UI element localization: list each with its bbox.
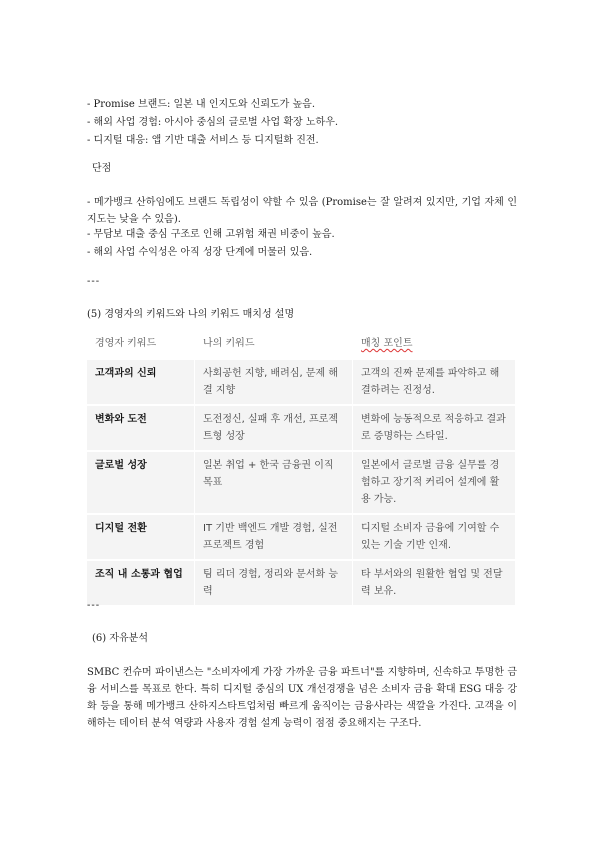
- weakness-paragraph: - 메가뱅크 산하임에도 브랜드 독립성이 약할 수 있음 (Promise는 잘 알려져 있지만, 기업 자체 인지도는 낮을 수 있음).: [87, 197, 517, 225]
- table-row: [87, 358, 515, 404]
- cell-my-keyword: 사회공헌 지향, 배려심, 문제 해결 지향: [194, 358, 352, 404]
- section-5-title: (5) 경영자의 키워드와 나의 키워드 매치성 설명: [87, 309, 295, 320]
- cell-ceo-keyword: 변화와 도전: [87, 404, 194, 450]
- table-row: [87, 513, 515, 559]
- table-row: [87, 404, 515, 450]
- cell-my-keyword: 일본 취업 + 한국 금융권 이직 목표: [194, 450, 352, 513]
- cell-match-point: 일본에서 글로벌 금융 실무를 경험하고 장기적 커리어 설계에 활용 가능.: [352, 450, 515, 513]
- weakness-heading: 단점: [92, 163, 112, 174]
- header-match-point-text: 매칭 포인트: [361, 338, 413, 349]
- table-header-row: [87, 330, 515, 358]
- table-row: [87, 450, 515, 513]
- cell-ceo-keyword: 디지털 전환: [87, 513, 194, 559]
- cell-match-point: 디지털 소비자 금융에 기여할 수 있는 기술 기반 인재.: [352, 513, 515, 559]
- table-row: [87, 559, 515, 605]
- section-6-title: (6) 자유분석: [92, 633, 148, 644]
- cell-my-keyword: IT 기반 백엔드 개발 경험, 실전 프로젝트 경험: [194, 513, 352, 559]
- cell-match-point: 타 부서와의 원활한 협업 및 전달력 보유.: [352, 559, 515, 605]
- header-match-point: [352, 330, 515, 358]
- cell-ceo-keyword: 조직 내 소통과 협업: [87, 559, 194, 605]
- separator: ---: [87, 276, 101, 287]
- cell-my-keyword: 팀 리더 경험, 정리와 문서화 능력: [194, 559, 352, 605]
- keyword-match-table: [87, 330, 515, 605]
- cell-ceo-keyword: 고객과의 신뢰: [87, 358, 194, 404]
- weakness-line: - 해외 사업 수익성은 아직 성장 단계에 머물러 있음.: [87, 247, 313, 258]
- strength-line: - 해외 사업 경험: 아시아 중심의 글로벌 사업 확장 노하우.: [87, 117, 339, 128]
- header-my-keyword: 나의 키워드: [194, 330, 352, 358]
- header-ceo-keyword: 경영자 키워드: [87, 330, 194, 358]
- section-6-body: SMBC 컨슈머 파이낸스는 "소비자에게 가장 가까운 금융 파트너"를 지향하며, 신속하고 투명한 금융 서비스를 목표로 한다. 특히 디지털 중심의 UX 개선경쟁을 넘은 소비자 금융 확대 ESG 대응 강화 등을 통해 메가뱅크 산하지스타트업처럼 빠르게 움직이는 금융사라는 색깔을 가진다. 고객을 이해하는 데이터 분석 역량과 사용자 경험 설계 능력이 점점 중요해지는 구조다.: [87, 667, 517, 729]
- strength-line: - Promise 브랜드: 일본 내 인지도와 신뢰도가 높음.: [87, 99, 315, 110]
- cell-match-point: 고객의 진짜 문제를 파악하고 해결하려는 진정성.: [352, 358, 515, 404]
- cell-my-keyword: 도전정신, 실패 후 개선, 프로젝트형 성장: [194, 404, 352, 450]
- cell-match-point: 변화에 능동적으로 적응하고 결과로 증명하는 스타일.: [352, 404, 515, 450]
- cell-ceo-keyword: 글로벌 성장: [87, 450, 194, 513]
- separator: ---: [87, 600, 101, 611]
- strength-line: - 디지털 대응: 앱 기반 대출 서비스 등 디지털화 진전.: [87, 135, 319, 146]
- weakness-line: - 무담보 대출 중심 구조로 인해 고위험 채권 비중이 높음.: [87, 229, 335, 240]
